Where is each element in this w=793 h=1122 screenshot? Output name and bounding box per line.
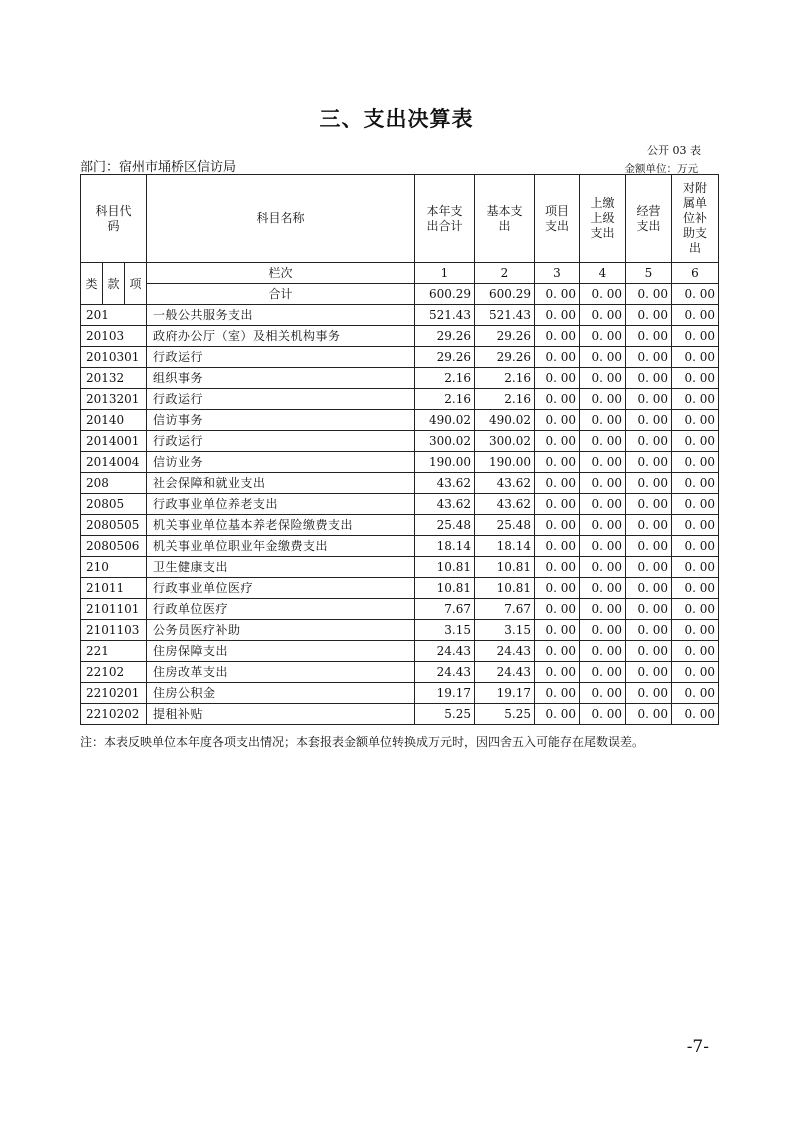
amount-cell: 490.02 [415,410,475,431]
header-business: 经营支出 [626,175,672,263]
amount-cell: 0. 00 [672,515,719,536]
subject-code: 2014004 [81,452,147,473]
subject-code: 2080506 [81,536,147,557]
subject-code: 2010301 [81,347,147,368]
amount-cell: 2.16 [415,368,475,389]
amount-cell: 2.16 [475,368,535,389]
column-index: 5 [626,263,672,284]
table-row [81,536,719,557]
amount-cell: 18.14 [475,536,535,557]
subject-name: 行政运行 [147,389,415,410]
amount-cell: 0. 00 [535,410,580,431]
amount-cell: 0. 00 [535,620,580,641]
subject-code: 2014001 [81,431,147,452]
form-number: 公开 03 表 [647,144,701,157]
amount-cell: 0. 00 [626,662,672,683]
subject-code: 208 [81,473,147,494]
subject-name: 信访业务 [147,452,415,473]
amount-cell: 0. 00 [580,641,626,662]
amount-cell: 0. 00 [580,326,626,347]
header-kuan: 款 [103,263,125,305]
amount-cell: 0. 00 [626,641,672,662]
amount-cell: 0. 00 [626,620,672,641]
amount-cell: 0. 00 [626,389,672,410]
subject-name: 组织事务 [147,368,415,389]
amount-cell: 0. 00 [626,515,672,536]
amount-cell: 10.81 [475,578,535,599]
table-row [81,662,719,683]
amount-cell: 0. 00 [580,347,626,368]
amount-cell: 0. 00 [580,368,626,389]
table-row [81,305,719,326]
amount-cell: 0. 00 [626,494,672,515]
amount-cell: 10.81 [415,557,475,578]
page-number: -7- [686,1037,709,1057]
subject-code: 21011 [81,578,147,599]
subject-name: 机关事业单位职业年金缴费支出 [147,536,415,557]
subject-name: 公务员医疗补助 [147,620,415,641]
subject-code: 20132 [81,368,147,389]
amount-cell: 0. 00 [535,305,580,326]
table-row [81,452,719,473]
subject-code: 2080505 [81,515,147,536]
amount-cell: 0. 00 [672,683,719,704]
amount-cell: 0. 00 [672,704,719,725]
subject-code: 2210201 [81,683,147,704]
subject-name: 行政事业单位医疗 [147,578,415,599]
amount-cell: 0. 00 [626,431,672,452]
subject-name: 信访事务 [147,410,415,431]
amount-cell: 0. 00 [580,683,626,704]
amount-cell: 24.43 [475,662,535,683]
amount-cell: 25.48 [415,515,475,536]
amount-cell: 0. 00 [672,557,719,578]
amount-cell: 24.43 [415,641,475,662]
amount-cell: 7.67 [415,599,475,620]
amount-cell: 0. 00 [535,347,580,368]
amount-cell: 0. 00 [626,599,672,620]
table-row [81,494,719,515]
amount-cell: 0. 00 [672,305,719,326]
amount-cell: 2.16 [415,389,475,410]
subject-name: 一般公共服务支出 [147,305,415,326]
amount-cell: 0. 00 [580,620,626,641]
header-total: 本年支出合计 [415,175,475,263]
amount-cell: 43.62 [475,473,535,494]
amount-cell: 0. 00 [672,431,719,452]
amount-cell: 7.67 [475,599,535,620]
amount-cell: 0. 00 [580,515,626,536]
total-cell: 0. 00 [672,284,719,305]
amount-cell: 10.81 [475,557,535,578]
amount-cell: 0. 00 [626,578,672,599]
total-cell: 0. 00 [626,284,672,305]
table-row [81,620,719,641]
subject-name: 社会保障和就业支出 [147,473,415,494]
amount-cell: 10.81 [415,578,475,599]
amount-cell: 0. 00 [580,494,626,515]
amount-cell: 0. 00 [626,704,672,725]
header-xiang: 项 [125,263,147,305]
amount-cell: 190.00 [475,452,535,473]
amount-cell: 0. 00 [535,557,580,578]
amount-cell: 19.17 [475,683,535,704]
amount-cell: 0. 00 [580,431,626,452]
total-cell: 600.29 [415,284,475,305]
amount-cell: 0. 00 [535,599,580,620]
total-cell: 600.29 [475,284,535,305]
amount-cell: 0. 00 [535,704,580,725]
amount-cell: 0. 00 [580,473,626,494]
subject-name: 行政单位医疗 [147,599,415,620]
amount-cell: 0. 00 [580,452,626,473]
subject-name: 住房公积金 [147,683,415,704]
amount-cell: 0. 00 [535,536,580,557]
table-row [81,599,719,620]
table-row [81,410,719,431]
amount-cell: 0. 00 [626,368,672,389]
amount-cell: 521.43 [415,305,475,326]
header-lanci: 栏次 [147,263,415,284]
header-code: 科目代码 [81,175,147,263]
amount-cell: 190.00 [415,452,475,473]
amount-cell: 0. 00 [535,515,580,536]
amount-cell: 29.26 [415,326,475,347]
amount-cell: 0. 00 [580,557,626,578]
amount-cell: 0. 00 [626,536,672,557]
amount-cell: 0. 00 [535,368,580,389]
subject-code: 20805 [81,494,147,515]
table-row [81,515,719,536]
subject-code: 22102 [81,662,147,683]
amount-cell: 5.25 [475,704,535,725]
amount-cell: 0. 00 [626,557,672,578]
amount-cell: 0. 00 [580,599,626,620]
column-index: 2 [475,263,535,284]
amount-cell: 521.43 [475,305,535,326]
amount-cell: 3.15 [475,620,535,641]
header-upper: 上缴上级支出 [580,175,626,263]
amount-cell: 0. 00 [535,494,580,515]
header-subsidy: 对附属单位补助支出 [672,175,719,263]
subject-code: 201 [81,305,147,326]
amount-cell: 300.02 [475,431,535,452]
amount-cell: 3.15 [415,620,475,641]
amount-cell: 0. 00 [535,389,580,410]
header-basic: 基本支出 [475,175,535,263]
amount-cell: 25.48 [475,515,535,536]
table-row [81,368,719,389]
subject-name: 行政事业单位养老支出 [147,494,415,515]
amount-cell: 24.43 [415,662,475,683]
subject-name: 住房保障支出 [147,641,415,662]
amount-cell: 0. 00 [672,494,719,515]
amount-cell: 0. 00 [535,641,580,662]
amount-cell: 0. 00 [672,473,719,494]
subject-name: 行政运行 [147,347,415,368]
total-label: 合计 [147,284,415,305]
subject-code: 20103 [81,326,147,347]
column-index-row [81,263,719,284]
amount-cell: 0. 00 [626,683,672,704]
subject-code: 2210202 [81,704,147,725]
header-name: 科目名称 [147,175,415,263]
table-row [81,641,719,662]
amount-cell: 0. 00 [672,452,719,473]
amount-cell: 43.62 [415,473,475,494]
amount-cell: 0. 00 [580,305,626,326]
header-lei: 类 [81,263,103,305]
column-index: 4 [580,263,626,284]
amount-cell: 0. 00 [672,347,719,368]
header-row [81,175,719,263]
amount-cell: 0. 00 [580,704,626,725]
table-row [81,347,719,368]
subject-name: 住房改革支出 [147,662,415,683]
amount-unit-label: 金额单位：万元 [624,163,698,175]
total-cell: 0. 00 [580,284,626,305]
column-index: 6 [672,263,719,284]
amount-cell: 18.14 [415,536,475,557]
amount-cell: 0. 00 [626,326,672,347]
amount-cell: 29.26 [475,347,535,368]
amount-cell: 0. 00 [535,326,580,347]
subject-name: 提租补贴 [147,704,415,725]
amount-cell: 300.02 [415,431,475,452]
total-row [81,284,719,305]
amount-cell: 490.02 [475,410,535,431]
amount-cell: 43.62 [415,494,475,515]
amount-cell: 0. 00 [672,326,719,347]
amount-cell: 0. 00 [535,578,580,599]
column-index: 3 [535,263,580,284]
amount-cell: 43.62 [475,494,535,515]
table-row [81,683,719,704]
amount-cell: 0. 00 [672,620,719,641]
page-title: 三、支出决算表 [319,107,474,131]
table-row [81,431,719,452]
expenditure-table [80,174,719,725]
amount-cell: 0. 00 [535,683,580,704]
amount-cell: 0. 00 [626,452,672,473]
amount-cell: 0. 00 [580,578,626,599]
total-cell: 0. 00 [535,284,580,305]
table-row [81,578,719,599]
header-project: 项目支出 [535,175,580,263]
amount-cell: 0. 00 [672,578,719,599]
amount-cell: 0. 00 [580,662,626,683]
amount-cell: 5.25 [415,704,475,725]
amount-cell: 0. 00 [535,431,580,452]
subject-name: 政府办公厅（室）及相关机构事务 [147,326,415,347]
amount-cell: 0. 00 [580,536,626,557]
table-row [81,704,719,725]
column-index: 1 [415,263,475,284]
subject-name: 机关事业单位基本养老保险缴费支出 [147,515,415,536]
amount-cell: 0. 00 [672,410,719,431]
amount-cell: 0. 00 [626,305,672,326]
amount-cell: 0. 00 [580,410,626,431]
amount-cell: 29.26 [415,347,475,368]
subject-code: 221 [81,641,147,662]
amount-cell: 0. 00 [535,452,580,473]
amount-cell: 0. 00 [535,473,580,494]
amount-cell: 0. 00 [672,641,719,662]
amount-cell: 2.16 [475,389,535,410]
table-row [81,557,719,578]
amount-cell: 0. 00 [535,662,580,683]
amount-cell: 0. 00 [672,368,719,389]
subject-code: 2101103 [81,620,147,641]
table-row [81,389,719,410]
subject-name: 卫生健康支出 [147,557,415,578]
amount-cell: 0. 00 [672,662,719,683]
subject-name: 行政运行 [147,431,415,452]
subject-code: 210 [81,557,147,578]
amount-cell: 24.43 [475,641,535,662]
table-row [81,326,719,347]
subject-code: 2013201 [81,389,147,410]
amount-cell: 0. 00 [580,389,626,410]
subject-code: 2101101 [81,599,147,620]
amount-cell: 0. 00 [672,599,719,620]
table-row [81,473,719,494]
footnote: 注：本表反映单位本年度各项支出情况；本套报表金额单位转换成万元时，因四舍五入可能存在尾数误差。 [80,735,645,749]
amount-cell: 0. 00 [626,347,672,368]
amount-cell: 29.26 [475,326,535,347]
amount-cell: 0. 00 [626,410,672,431]
amount-cell: 0. 00 [672,389,719,410]
subject-code: 20140 [81,410,147,431]
amount-cell: 19.17 [415,683,475,704]
amount-cell: 0. 00 [672,536,719,557]
department-label: 部门：宿州市埇桥区信访局 [80,160,237,175]
amount-cell: 0. 00 [626,473,672,494]
